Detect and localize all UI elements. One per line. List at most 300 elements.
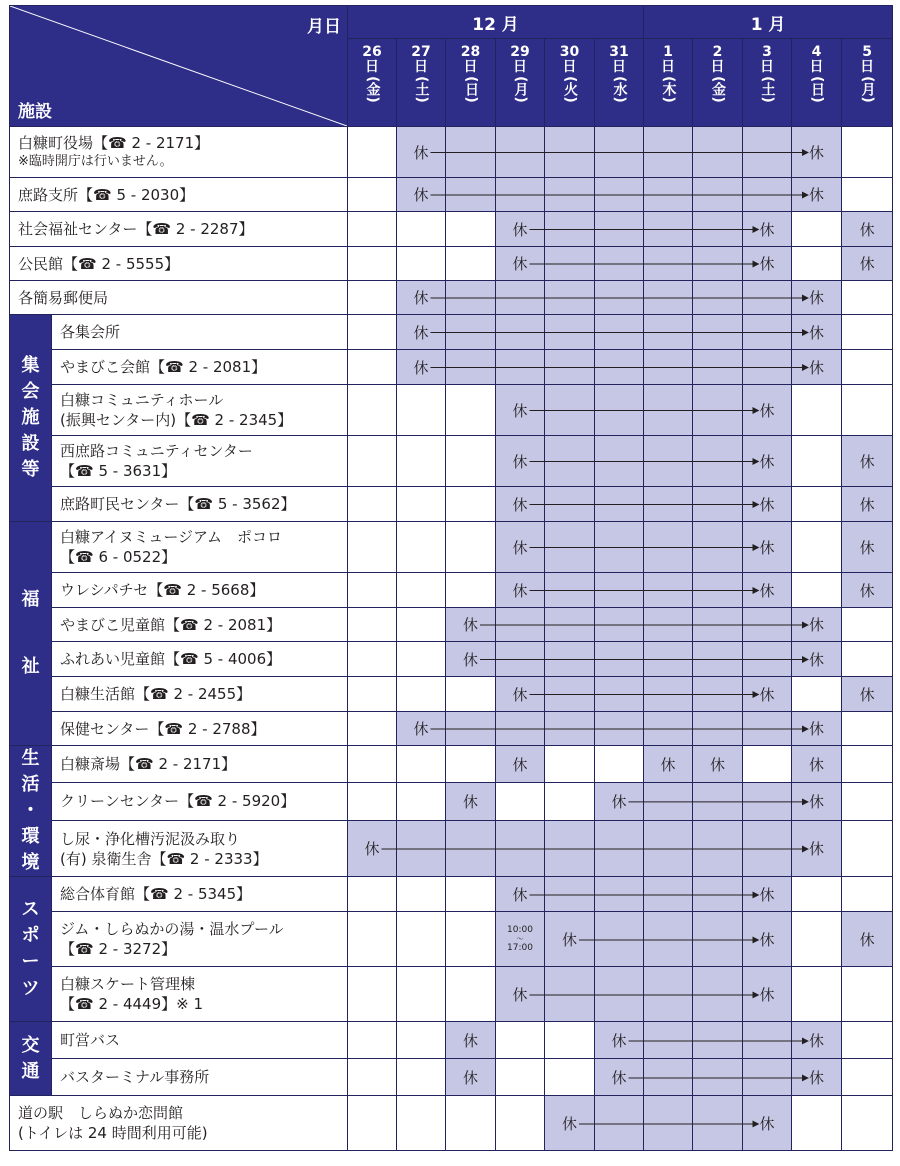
day-cell xyxy=(397,912,446,967)
closed-label: 休 xyxy=(809,358,825,377)
facility-name xyxy=(52,350,348,385)
closed-label: 休 xyxy=(759,255,775,273)
day-cell xyxy=(743,746,792,783)
day-cell xyxy=(842,573,893,608)
category-char: 境 xyxy=(21,852,40,874)
closed-label: 休 xyxy=(809,1031,825,1050)
day-cell xyxy=(792,522,842,573)
day-cell xyxy=(644,436,693,487)
day-header-unit: 日 xyxy=(809,59,824,75)
day-cell xyxy=(496,281,545,315)
day-cell xyxy=(446,1096,496,1151)
closed-label: 休 xyxy=(809,840,825,858)
closed-label: 休 xyxy=(809,323,825,342)
day-cell xyxy=(644,642,693,677)
day-cell xyxy=(348,746,397,783)
day-cell xyxy=(743,1096,792,1151)
day-cell xyxy=(693,967,743,1022)
day-cell xyxy=(743,1059,792,1096)
day-header-1 xyxy=(397,39,446,127)
day-cell xyxy=(792,820,842,877)
day-cell xyxy=(545,178,595,212)
facility-name-line: やまびこ会館【☎ 2 - 2081】 xyxy=(60,358,267,376)
day-header-3 xyxy=(496,39,545,127)
day-cell xyxy=(397,178,446,212)
day-cell xyxy=(595,350,644,385)
day-cell xyxy=(348,1059,397,1096)
day-cell xyxy=(792,677,842,712)
facility-name xyxy=(52,522,348,573)
day-header-2 xyxy=(446,39,496,127)
day-header-unit: 日 xyxy=(463,59,478,75)
facility-name-line: 公民館【☎ 2 - 5555】 xyxy=(18,254,180,273)
facility-name xyxy=(10,178,348,212)
day-cell xyxy=(595,912,644,967)
table-row xyxy=(10,212,893,247)
day-cell xyxy=(545,212,595,247)
day-cell xyxy=(595,385,644,436)
closed-label: 休 xyxy=(809,143,825,162)
day-cell xyxy=(693,877,743,912)
day-cell xyxy=(693,212,743,247)
day-cell xyxy=(496,877,545,912)
facility-name xyxy=(52,642,348,677)
day-cell xyxy=(743,247,792,281)
day-cell xyxy=(446,877,496,912)
closed-label: 休 xyxy=(759,401,775,420)
day-cell xyxy=(348,912,397,967)
day-header-unit: 日 xyxy=(710,59,725,75)
day-header-0 xyxy=(348,39,397,127)
day-cell xyxy=(842,783,893,820)
day-cell xyxy=(842,1022,893,1059)
closed-label: 休 xyxy=(660,755,676,774)
day-cell xyxy=(446,608,496,642)
day-cell xyxy=(496,487,545,522)
day-cell xyxy=(644,247,693,281)
day-cell xyxy=(348,712,397,746)
day-cell xyxy=(644,573,693,608)
table-row xyxy=(10,712,893,746)
day-cell xyxy=(496,608,545,642)
table-row xyxy=(10,1096,893,1151)
day-cell xyxy=(842,1059,893,1096)
day-cell xyxy=(743,436,792,487)
closed-label: 休 xyxy=(759,985,775,1004)
day-cell xyxy=(496,746,545,783)
day-cell xyxy=(693,912,743,967)
day-cell xyxy=(842,385,893,436)
day-cell xyxy=(496,677,545,712)
day-cell xyxy=(595,436,644,487)
closed-label: 休 xyxy=(611,1068,627,1087)
closed-label: 休 xyxy=(859,538,875,557)
day-cell xyxy=(644,877,693,912)
day-cell xyxy=(446,522,496,573)
day-cell xyxy=(595,967,644,1022)
day-cell xyxy=(595,315,644,350)
closed-label: 休 xyxy=(809,792,825,811)
closed-label: 休 xyxy=(859,685,875,704)
day-cell xyxy=(743,127,792,178)
day-cell xyxy=(545,912,595,967)
facility-name-line: バスターミナル事務所 xyxy=(60,1068,210,1087)
facility-name-line: 社会福祉センター【☎ 2 - 2287】 xyxy=(18,220,254,238)
day-cell xyxy=(496,350,545,385)
facility-name-line: 白糠アイヌミュージアム ポコロ xyxy=(60,528,283,546)
day-cell xyxy=(348,350,397,385)
facility-name-line2: 【☎ 2 - 4449】※ 1 xyxy=(60,995,203,1014)
category-shukai xyxy=(10,315,52,522)
day-cell xyxy=(397,350,446,385)
day-cell xyxy=(792,1096,842,1151)
day-cell xyxy=(644,677,693,712)
day-cell xyxy=(595,712,644,746)
facility-name xyxy=(52,1022,348,1059)
facility-name xyxy=(10,1096,348,1151)
closed-label: 休 xyxy=(561,1114,577,1133)
day-cell xyxy=(348,385,397,436)
day-cell xyxy=(743,608,792,642)
day-cell xyxy=(348,677,397,712)
facility-name xyxy=(10,247,348,281)
facility-name xyxy=(52,912,348,967)
facility-note: ※臨時開庁は行いません。 xyxy=(18,154,173,169)
day-cell xyxy=(693,127,743,178)
table-row xyxy=(10,522,893,573)
day-header-number: 31 xyxy=(609,44,629,60)
day-cell xyxy=(595,127,644,178)
day-cell xyxy=(842,642,893,677)
day-cell xyxy=(595,247,644,281)
category-char: 交 xyxy=(21,1034,40,1056)
day-cell xyxy=(348,877,397,912)
closed-label: 休 xyxy=(512,985,528,1004)
day-cell xyxy=(545,573,595,608)
table-row xyxy=(10,487,893,522)
day-cell xyxy=(397,677,446,712)
facility-name-line: 白糠生活館【☎ 2 - 2455】 xyxy=(60,685,252,703)
facility-name-line: し尿・浄化槽汚泥汲み取り xyxy=(60,829,241,848)
day-cell xyxy=(348,820,397,877)
day-cell xyxy=(446,436,496,487)
facility-name xyxy=(52,573,348,608)
day-cell xyxy=(792,212,842,247)
closed-label: 休 xyxy=(512,220,528,239)
day-header-10 xyxy=(842,39,893,127)
day-cell xyxy=(348,178,397,212)
category-char: 会 xyxy=(21,380,40,402)
day-header-weekday: (月) xyxy=(512,76,529,103)
day-cell xyxy=(693,385,743,436)
day-cell xyxy=(595,642,644,677)
day-header-weekday: (月) xyxy=(859,76,876,103)
day-header-number: 30 xyxy=(559,44,580,60)
closed-label: 休 xyxy=(759,581,775,600)
table-row xyxy=(10,642,893,677)
day-cell xyxy=(792,385,842,436)
day-cell xyxy=(545,1022,595,1059)
day-header-unit: 日 xyxy=(760,59,775,75)
day-cell xyxy=(397,783,446,820)
facility-name-line: 白糠町役場【☎ 2 - 2171】 xyxy=(18,134,210,152)
closed-label: 休 xyxy=(512,452,528,471)
table-row xyxy=(10,746,893,783)
closed-label: 休 xyxy=(759,885,775,904)
category-char: 施 xyxy=(21,406,40,428)
day-cell xyxy=(496,912,545,967)
closed-label: 休 xyxy=(611,792,627,811)
day-cell xyxy=(693,573,743,608)
closed-label: 休 xyxy=(413,323,429,342)
corner-facility-label: 施設 xyxy=(18,102,52,122)
facility-name-line: 町営バス xyxy=(60,1031,121,1050)
day-cell xyxy=(545,783,595,820)
category-char: ポ xyxy=(21,925,40,947)
day-cell xyxy=(496,212,545,247)
day-cell xyxy=(743,712,792,746)
day-cell xyxy=(743,522,792,573)
day-cell xyxy=(545,350,595,385)
day-cell xyxy=(595,487,644,522)
day-cell xyxy=(595,1059,644,1096)
day-cell xyxy=(644,967,693,1022)
day-cell xyxy=(545,642,595,677)
facility-name-line: 庶路支所【☎ 5 - 2030】 xyxy=(18,185,195,204)
day-header-weekday: (金) xyxy=(364,76,381,103)
day-cell xyxy=(842,212,893,247)
day-cell xyxy=(842,608,893,642)
day-header-unit: 日 xyxy=(414,59,428,75)
day-cell xyxy=(348,315,397,350)
closed-label: 休 xyxy=(462,650,478,669)
category-char: 等 xyxy=(21,459,40,481)
day-cell xyxy=(348,1096,397,1151)
day-cell xyxy=(792,350,842,385)
open-hours-hours_close: 17:00 xyxy=(507,943,533,954)
day-cell xyxy=(446,912,496,967)
closed-label: 休 xyxy=(759,1114,775,1133)
closed-label: 休 xyxy=(809,1068,825,1087)
day-cell xyxy=(397,487,446,522)
day-header-weekday: (水) xyxy=(611,76,628,103)
day-header-weekday: (木) xyxy=(660,76,677,103)
day-cell xyxy=(842,820,893,877)
day-cell xyxy=(545,677,595,712)
day-cell xyxy=(496,1059,545,1096)
facility-name-line2: (有) 泉衛生舎【☎ 2 - 2333】 xyxy=(60,849,268,868)
facility-name-line: やまびこ児童館【☎ 2 - 2081】 xyxy=(60,615,282,634)
day-cell xyxy=(446,677,496,712)
day-cell xyxy=(743,350,792,385)
day-cell xyxy=(397,522,446,573)
day-cell xyxy=(348,436,397,487)
day-cell xyxy=(792,642,842,677)
category-fukushi xyxy=(10,522,52,746)
day-cell xyxy=(644,281,693,315)
facility-name-line: 総合体育館【☎ 2 - 5345】 xyxy=(60,885,252,904)
day-cell xyxy=(792,315,842,350)
closed-label: 休 xyxy=(859,452,875,471)
day-header-number: 27 xyxy=(411,44,431,60)
day-cell xyxy=(496,1022,545,1059)
table-row xyxy=(10,127,893,178)
day-cell xyxy=(397,1059,446,1096)
day-cell xyxy=(397,967,446,1022)
facility-name xyxy=(52,436,348,487)
facility-name-line: クリーンセンター【☎ 2 - 5920】 xyxy=(60,792,296,811)
day-header-unit: 日 xyxy=(513,59,527,75)
day-cell xyxy=(644,178,693,212)
day-cell xyxy=(397,573,446,608)
day-cell xyxy=(693,487,743,522)
day-cell xyxy=(446,487,496,522)
day-cell xyxy=(397,712,446,746)
day-cell xyxy=(644,820,693,877)
table-row xyxy=(10,573,893,608)
day-cell xyxy=(545,877,595,912)
category-char: 環 xyxy=(21,826,40,848)
facility-name-line2: 【☎ 6 - 0522】 xyxy=(60,548,177,566)
table-row xyxy=(10,1059,893,1096)
day-cell xyxy=(545,712,595,746)
closed-label: 休 xyxy=(611,1031,627,1050)
day-cell xyxy=(595,1096,644,1151)
day-header-number: 29 xyxy=(510,44,530,60)
day-header-number: 26 xyxy=(362,44,382,60)
day-cell xyxy=(792,127,842,178)
open-hours xyxy=(507,924,533,954)
closed-label: 休 xyxy=(561,930,577,949)
table-row xyxy=(10,350,893,385)
day-header-weekday: (土) xyxy=(759,76,776,103)
day-cell xyxy=(842,436,893,487)
day-cell xyxy=(693,178,743,212)
day-cell xyxy=(446,967,496,1022)
day-header-number: 2 xyxy=(712,44,723,60)
day-header-unit: 日 xyxy=(365,59,379,75)
facility-name xyxy=(52,877,348,912)
day-cell xyxy=(397,385,446,436)
day-cell xyxy=(545,1059,595,1096)
facility-name-line: 西庶路コミュニティセンター xyxy=(60,442,253,460)
table-row xyxy=(10,608,893,642)
day-cell xyxy=(693,608,743,642)
day-cell xyxy=(446,642,496,677)
category-char: ス xyxy=(21,899,40,921)
facility-name xyxy=(52,820,348,877)
day-cell xyxy=(595,746,644,783)
day-cell xyxy=(743,1022,792,1059)
day-cell xyxy=(545,315,595,350)
day-cell xyxy=(842,912,893,967)
day-cell xyxy=(446,127,496,178)
day-cell xyxy=(545,247,595,281)
category-char: ー xyxy=(21,951,40,973)
day-cell xyxy=(644,212,693,247)
facility-name xyxy=(52,967,348,1022)
day-cell xyxy=(545,1096,595,1151)
day-cell xyxy=(693,315,743,350)
closed-label: 休 xyxy=(859,581,875,600)
day-cell xyxy=(693,783,743,820)
day-cell xyxy=(595,608,644,642)
day-cell xyxy=(348,642,397,677)
table-row xyxy=(10,820,893,877)
closed-label: 休 xyxy=(512,755,528,774)
closed-label: 休 xyxy=(512,581,528,600)
table-row xyxy=(10,315,893,350)
day-cell xyxy=(446,281,496,315)
facility-name-line: 保健センター【☎ 2 - 2788】 xyxy=(60,719,266,738)
day-cell xyxy=(792,608,842,642)
day-header-unit: 日 xyxy=(661,59,676,75)
closed-label: 休 xyxy=(809,755,825,774)
corner-date-label: 月日 xyxy=(307,17,341,37)
day-cell xyxy=(842,712,893,746)
day-header-number: 4 xyxy=(811,44,822,60)
day-cell xyxy=(397,608,446,642)
table-corner-header xyxy=(10,6,348,127)
closed-label: 休 xyxy=(462,1031,478,1050)
day-cell xyxy=(595,573,644,608)
day-cell xyxy=(644,522,693,573)
day-cell xyxy=(743,385,792,436)
day-cell xyxy=(792,573,842,608)
facility-name-line: 各簡易郵便局 xyxy=(18,288,109,307)
day-header-9 xyxy=(792,39,842,127)
day-cell xyxy=(792,178,842,212)
month-january: 1 月 xyxy=(644,6,893,39)
day-cell xyxy=(792,746,842,783)
day-cell xyxy=(644,912,693,967)
day-cell xyxy=(496,1096,545,1151)
facility-name-line: 各集会所 xyxy=(60,323,121,341)
facility-name-line2: (トイレは 24 時間利用可能) xyxy=(18,1124,208,1143)
day-cell xyxy=(496,783,545,820)
day-cell xyxy=(595,677,644,712)
day-cell xyxy=(792,783,842,820)
day-cell xyxy=(496,178,545,212)
category-char: 集 xyxy=(21,354,40,376)
day-cell xyxy=(446,315,496,350)
day-cell xyxy=(842,350,893,385)
day-header-weekday: (金) xyxy=(710,76,727,103)
day-cell xyxy=(348,522,397,573)
day-cell xyxy=(446,783,496,820)
closed-label: 休 xyxy=(364,840,380,858)
day-cell xyxy=(595,522,644,573)
day-header-8 xyxy=(743,39,792,127)
day-cell xyxy=(446,212,496,247)
day-cell xyxy=(348,967,397,1022)
open-hours-hours_tilde: 〜 xyxy=(516,935,524,944)
closed-label: 休 xyxy=(512,685,528,704)
day-cell xyxy=(496,712,545,746)
facility-name-line2: (振興センター内)【☎ 2 - 2345】 xyxy=(60,411,293,429)
facility-name-line: 白糠コミュニティホール xyxy=(60,391,224,409)
day-cell xyxy=(545,436,595,487)
facility-name xyxy=(52,608,348,642)
facility-name xyxy=(52,385,348,436)
closed-label: 休 xyxy=(759,220,775,239)
month-december: 12 月 xyxy=(348,6,644,39)
day-header-weekday: (日) xyxy=(809,76,826,103)
day-cell xyxy=(842,247,893,281)
day-cell xyxy=(693,281,743,315)
day-cell xyxy=(446,573,496,608)
day-header-unit: 日 xyxy=(562,59,577,75)
